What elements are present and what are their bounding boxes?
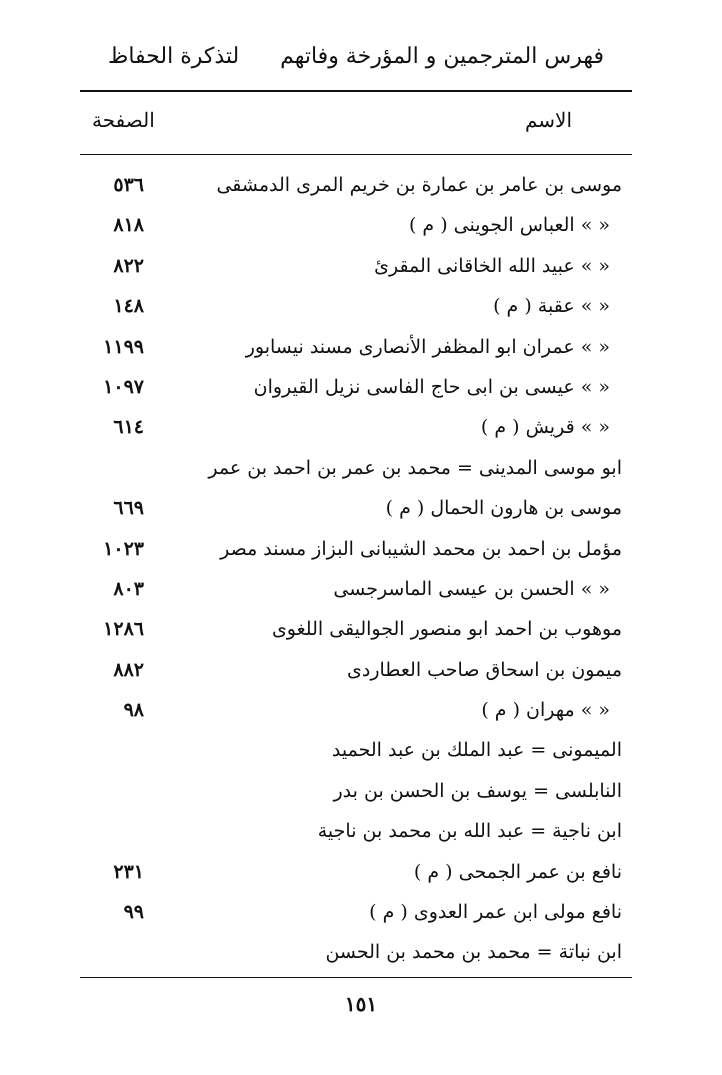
index-row — [80, 653, 632, 693]
index-row — [80, 814, 632, 854]
entry-page: ١٠٢٣ — [103, 537, 144, 560]
index-row — [80, 612, 632, 652]
entry-page: ٩٩ — [123, 901, 144, 924]
index-row — [80, 733, 632, 773]
entry-name: ابو موسى المدينى = محمد بن عمر بن احمد بن عمر — [208, 456, 622, 479]
entry-page: ٨٨٢ — [113, 658, 144, 681]
entry-name: « » عمران ابو المظفر الأنصارى مسند نيسابور — [245, 335, 610, 358]
entry-name: « » عبيد الله الخاقانى المقرئ — [374, 254, 610, 277]
header-rule — [80, 90, 632, 92]
entry-name: ابن ناجية = عبد الله بن محمد بن ناجية — [317, 820, 622, 843]
index-row — [80, 249, 632, 289]
entry-name: موهوب بن احمد ابو منصور الجواليقى اللغوى — [271, 618, 622, 641]
entry-name: ابن نباتة = محمد بن محمد بن الحسن — [325, 941, 622, 964]
entry-page: ١٤٨ — [113, 295, 144, 318]
index-row — [80, 774, 632, 814]
entry-page: ٦١٤ — [113, 416, 144, 439]
entry-name: موسى بن هارون الحمال ( م ) — [385, 497, 622, 520]
entry-name: نافع بن عمر الجمحى ( م ) — [413, 860, 622, 883]
entry-page: ١٢٨٦ — [103, 618, 144, 641]
entry-page: ٥٣٦ — [113, 174, 144, 196]
entry-name: « » عيسى بن ابى حاج الفاسى نزيل القيروان — [253, 375, 610, 398]
index-row — [80, 410, 632, 450]
entry-page: ٨١٨ — [113, 214, 144, 237]
entry-name: نافع مولى ابن عمر العدوى ( م ) — [369, 901, 622, 924]
entry-name: النابلسى = يوسف بن الحسن بن بدر — [333, 779, 622, 802]
index-row — [80, 855, 632, 895]
entry-page: ٩٨ — [123, 699, 144, 722]
index-row — [80, 370, 632, 410]
entry-page: ١٠٩٧ — [103, 375, 144, 398]
index-row — [80, 208, 632, 248]
index-row — [80, 168, 632, 208]
entry-name: مؤمل بن احمد بن محمد الشيبانى البزاز مسند مصر — [220, 537, 622, 560]
entry-name: « » مهران ( م ) — [481, 699, 610, 722]
entry-page: ١١٩٩ — [103, 335, 144, 358]
page-number: ١٥١ — [344, 992, 378, 1016]
entry-page: ٢٣١ — [113, 860, 144, 883]
entry-name: « » العباس الجوينى ( م ) — [408, 214, 610, 237]
index-row — [80, 693, 632, 733]
index-row — [80, 289, 632, 329]
index-row — [80, 935, 632, 975]
entry-page: ٨٠٣ — [113, 577, 144, 600]
entry-page: ٨٢٢ — [113, 254, 144, 277]
entry-name: « » الحسن بن عيسى الماسرجسى — [333, 577, 610, 600]
index-row — [80, 330, 632, 370]
index-row — [80, 532, 632, 572]
running-header-title: فهرس المترجمين و المؤرخة وفاتهم — [280, 44, 604, 69]
index-row — [80, 895, 632, 935]
entry-name: « » عقبة ( م ) — [493, 295, 610, 318]
index-row — [80, 572, 632, 612]
entry-name: الميمونى = عبد الملك بن عبد الحميد — [331, 739, 622, 762]
index-row — [80, 451, 632, 491]
entry-name: موسى بن عامر بن عمارة بن خريم المرى الدمشقى — [216, 174, 622, 196]
footer-rule — [80, 977, 632, 978]
running-header-book: لتذكرة الحفاظ — [108, 44, 240, 69]
index-table — [80, 168, 632, 976]
column-header-page: الصفحة — [92, 108, 155, 132]
index-row — [80, 491, 632, 531]
entry-name: ميمون بن اسحاق صاحب العطاردى — [346, 658, 622, 681]
entry-name: « » قريش ( م ) — [480, 416, 610, 439]
entry-page: ٦٦٩ — [113, 497, 144, 520]
column-rule — [80, 154, 632, 155]
column-header-name: الاسم — [524, 108, 572, 132]
